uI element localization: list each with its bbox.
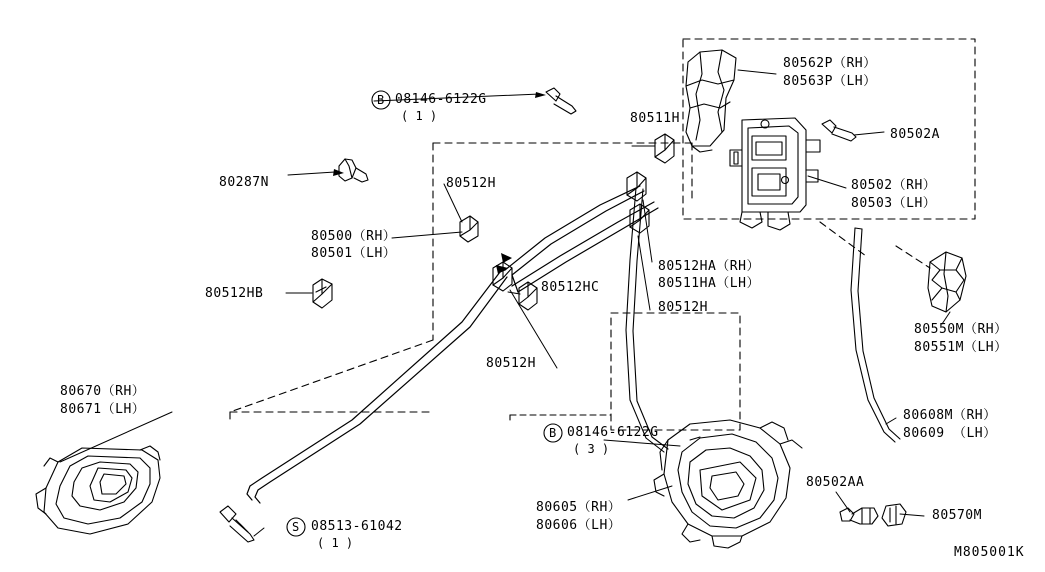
label-08513-61042-qty: ( 1 ) — [317, 536, 354, 550]
label-80512H-a: 80512H — [446, 176, 496, 191]
label-80500-RH: 80500（RH） — [311, 229, 397, 244]
leader-dashed-lock-to-striker — [820, 222, 930, 268]
part-80570M-shape — [882, 504, 906, 526]
label-80562P-RH: 80562P（RH） — [783, 56, 877, 71]
part-80562P-cover — [686, 50, 736, 152]
label-08146-6122G-mid-qty: ( 3 ) — [573, 442, 610, 456]
label-08146-6122G-top: 08146-6122G — [395, 92, 487, 107]
part-80512HB-shape — [313, 279, 332, 308]
part-80512H-a-shape — [460, 216, 478, 242]
badge-S-bottom: S — [292, 520, 300, 534]
label-08146-6122G-mid: 08146-6122G — [567, 425, 659, 440]
label-80670-RH: 80670（RH） — [60, 384, 146, 399]
fastener-badge-circles — [287, 91, 562, 536]
label-80609-LH: 80609 （LH） — [903, 426, 997, 441]
label-80606-LH: 80606（LH） — [536, 518, 622, 533]
part-80550M-striker — [928, 252, 966, 312]
label-80550M-RH: 80550M（RH） — [914, 322, 1008, 337]
part-80605-handle — [654, 420, 802, 548]
part-80511H-shape — [655, 134, 674, 163]
label-80605-RH: 80605（RH） — [536, 500, 622, 515]
badge-B-mid: B — [549, 426, 557, 440]
label-80511HA-LH: 80511HA（LH） — [658, 276, 760, 291]
group-box-handle-region — [611, 313, 740, 430]
part-80502AA-bolt — [840, 508, 878, 524]
part-80287N-shape — [339, 159, 368, 182]
part-bolt-top-shape — [546, 88, 576, 114]
part-screw-shape — [220, 506, 254, 542]
leader-dashed-handle-lower — [510, 415, 611, 420]
part-80502A-bolt — [822, 120, 856, 141]
label-08513-61042: 08513-61042 — [311, 519, 403, 534]
label-80570M: 80570M — [932, 508, 982, 523]
part-80502-lock-assembly — [730, 118, 820, 230]
label-80501-LH: 80501（LH） — [311, 246, 397, 261]
part-80608M-rod — [851, 228, 900, 442]
label-80503-LH: 80503（LH） — [851, 196, 937, 211]
label-80502-RH: 80502（RH） — [851, 178, 937, 193]
label-80671-LH: 80671（LH） — [60, 402, 146, 417]
label-80512HC: 80512HC — [541, 280, 600, 295]
label-80512HA-RH: 80512HA（RH） — [658, 259, 760, 274]
label-80511H: 80511H — [630, 111, 680, 126]
part-80670-inside-handle — [36, 446, 160, 534]
label-80512H-b: 80512H — [658, 300, 708, 315]
diagram-id: M805001K — [954, 545, 1025, 560]
label-80512H-c: 80512H — [486, 356, 536, 371]
label-80502AA: 80502AA — [806, 475, 865, 490]
label-80563P-LH: 80563P（LH） — [783, 74, 877, 89]
label-80287N: 80287N — [219, 175, 269, 190]
label-80551M-LH: 80551M（LH） — [914, 340, 1008, 355]
badge-B-top: B — [377, 93, 385, 107]
label-08146-6122G-top-qty: ( 1 ) — [401, 109, 438, 123]
label-80608M-RH: 80608M（RH） — [903, 408, 997, 423]
label-80512HB: 80512HB — [205, 286, 264, 301]
label-80502A: 80502A — [890, 127, 940, 142]
